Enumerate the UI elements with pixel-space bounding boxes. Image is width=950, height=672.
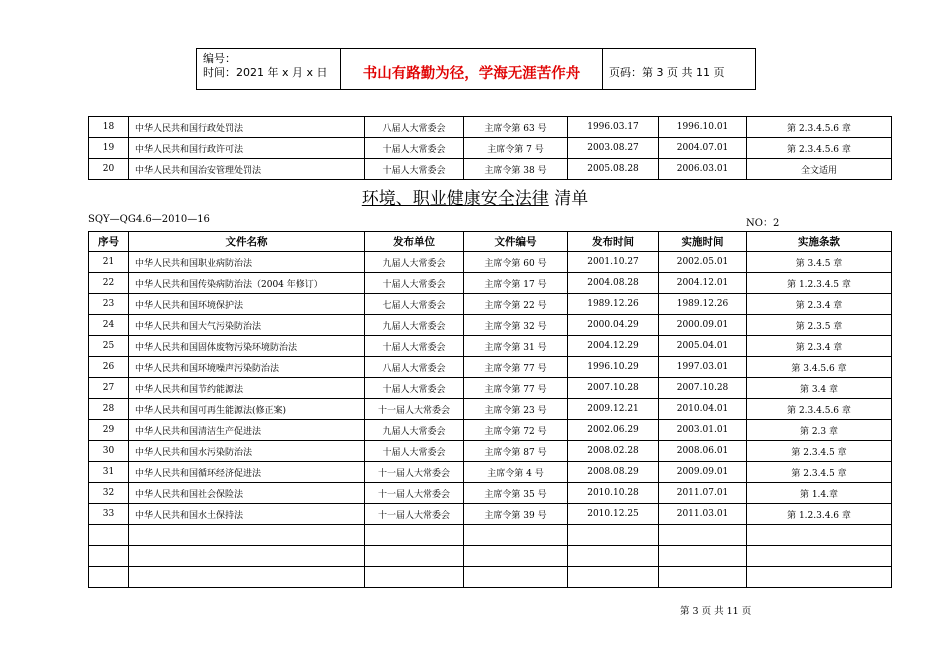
cell-issue-date: 2007.10.28 xyxy=(568,378,659,399)
cell-name: 中华人民共和国环境噪声污染防治法 xyxy=(129,357,365,378)
empty-cell xyxy=(464,525,568,546)
table-row xyxy=(89,441,892,462)
cell-issue-date: 2010.10.28 xyxy=(568,483,659,504)
cell-issuer: 十一届人大常委会 xyxy=(365,462,464,483)
cell-index: 30 xyxy=(89,441,129,462)
cell-effective-date: 2008.06.01 xyxy=(659,441,747,462)
cell-index: 24 xyxy=(89,315,129,336)
cell-effective-date: 1996.10.01 xyxy=(659,117,747,138)
empty-cell xyxy=(464,546,568,567)
cell-clauses: 第 3.4.5 章 xyxy=(747,252,892,273)
cell-effective-date: 1989.12.26 xyxy=(659,294,747,315)
cell-name: 中华人民共和国行政处罚法 xyxy=(129,117,365,138)
cell-effective-date: 2011.07.01 xyxy=(659,483,747,504)
cell-clauses: 第 2.3.4.5.6 章 xyxy=(747,117,892,138)
cell-clauses: 第 1.2.3.4.6 章 xyxy=(747,504,892,525)
cell-name: 中华人民共和国行政许可法 xyxy=(129,138,365,159)
column-header: 实施时间 xyxy=(659,232,747,252)
cell-clauses: 第 2.3.4.5.6 章 xyxy=(747,138,892,159)
empty-cell xyxy=(129,546,365,567)
empty-cell xyxy=(89,567,129,588)
column-header: 发布时间 xyxy=(568,232,659,252)
cell-doc-number: 主席令第 4 号 xyxy=(464,462,568,483)
empty-cell xyxy=(659,546,747,567)
cell-doc-number: 主席令第 87 号 xyxy=(464,441,568,462)
cell-index: 29 xyxy=(89,420,129,441)
empty-cell xyxy=(659,567,747,588)
cell-clauses: 第 3.4 章 xyxy=(747,378,892,399)
cell-effective-date: 2011.03.01 xyxy=(659,504,747,525)
cell-name: 中华人民共和国循环经济促进法 xyxy=(129,462,365,483)
table-row xyxy=(89,273,892,294)
cell-name: 中华人民共和国水土保持法 xyxy=(129,504,365,525)
cell-issue-date: 2010.12.25 xyxy=(568,504,659,525)
page-indicator: 页码：第 3 页 共 11 页 xyxy=(609,66,725,79)
cell-index: 26 xyxy=(89,357,129,378)
cell-doc-number: 主席令第 60 号 xyxy=(464,252,568,273)
table-row xyxy=(89,357,892,378)
cell-issuer: 十届人大常委会 xyxy=(365,378,464,399)
cell-clauses: 第 2.3.4.5 章 xyxy=(747,441,892,462)
cell-effective-date: 2005.04.01 xyxy=(659,336,747,357)
cell-issuer: 八届人大常委会 xyxy=(365,357,464,378)
document-number: NO：2 xyxy=(746,218,780,229)
cell-index: 25 xyxy=(89,336,129,357)
cell-issue-date: 1996.03.17 xyxy=(568,117,659,138)
cell-issuer: 十一届人大常委会 xyxy=(365,483,464,504)
column-header: 文件编号 xyxy=(464,232,568,252)
empty-cell xyxy=(365,525,464,546)
cell-index: 22 xyxy=(89,273,129,294)
document-code: SQY—QG4.6—2010—16 xyxy=(88,214,210,225)
cell-clauses: 第 1.4.章 xyxy=(747,483,892,504)
cell-clauses: 第 2.3.5 章 xyxy=(747,315,892,336)
cell-doc-number: 主席令第 63 号 xyxy=(464,117,568,138)
empty-cell xyxy=(129,525,365,546)
cell-issuer: 八届人大常委会 xyxy=(365,117,464,138)
empty-cell xyxy=(747,546,892,567)
cell-name: 中华人民共和国节约能源法 xyxy=(129,378,365,399)
cell-issuer: 十一届人大常委会 xyxy=(365,504,464,525)
empty-row xyxy=(89,567,892,588)
cell-issue-date: 2004.08.28 xyxy=(568,273,659,294)
cell-index: 31 xyxy=(89,462,129,483)
cell-issue-date: 2002.06.29 xyxy=(568,420,659,441)
table-row xyxy=(89,399,892,420)
number-label: 编号： xyxy=(203,52,236,65)
cell-doc-number: 主席令第 23 号 xyxy=(464,399,568,420)
column-header: 文件名称 xyxy=(129,232,365,252)
empty-cell xyxy=(568,525,659,546)
cell-name: 中华人民共和国环境保护法 xyxy=(129,294,365,315)
cell-issue-date: 2008.08.29 xyxy=(568,462,659,483)
cell-issue-date: 2004.12.29 xyxy=(568,336,659,357)
cell-effective-date: 2000.09.01 xyxy=(659,315,747,336)
cell-name: 中华人民共和国清洁生产促进法 xyxy=(129,420,365,441)
cell-index: 28 xyxy=(89,399,129,420)
cell-clauses: 第 2.3.4.5 章 xyxy=(747,462,892,483)
cell-clauses: 第 2.3.4 章 xyxy=(747,294,892,315)
table-row xyxy=(89,117,892,138)
cell-issuer: 十届人大常委会 xyxy=(365,336,464,357)
previous-table xyxy=(88,116,892,180)
empty-cell xyxy=(365,567,464,588)
table-row xyxy=(89,336,892,357)
cell-doc-number: 主席令第 7 号 xyxy=(464,138,568,159)
cell-name: 中华人民共和国可再生能源法(修正案) xyxy=(129,399,365,420)
empty-row xyxy=(89,525,892,546)
cell-doc-number: 主席令第 38 号 xyxy=(464,159,568,180)
cell-name: 中华人民共和国传染病防治法（2004 年修订） xyxy=(129,273,365,294)
cell-clauses: 全文适用 xyxy=(747,159,892,180)
cell-issue-date: 1989.12.26 xyxy=(568,294,659,315)
cell-issuer: 九届人大常委会 xyxy=(365,315,464,336)
cell-clauses: 第 3.4.5.6 章 xyxy=(747,357,892,378)
cell-issue-date: 2003.08.27 xyxy=(568,138,659,159)
cell-clauses: 第 1.2.3.4.5 章 xyxy=(747,273,892,294)
table-row xyxy=(89,294,892,315)
table-row xyxy=(89,462,892,483)
cell-doc-number: 主席令第 77 号 xyxy=(464,357,568,378)
cell-index: 19 xyxy=(89,138,129,159)
cell-doc-number: 主席令第 72 号 xyxy=(464,420,568,441)
cell-effective-date: 2003.01.01 xyxy=(659,420,747,441)
empty-cell xyxy=(747,525,892,546)
table-row xyxy=(89,420,892,441)
cell-issuer: 九届人大常委会 xyxy=(365,420,464,441)
cell-index: 27 xyxy=(89,378,129,399)
empty-cell xyxy=(89,546,129,567)
document-title-main: 环境、职业健康安全法律 xyxy=(361,189,549,209)
empty-cell xyxy=(365,546,464,567)
cell-name: 中华人民共和国治安管理处罚法 xyxy=(129,159,365,180)
empty-row xyxy=(89,546,892,567)
empty-cell xyxy=(659,525,747,546)
cell-effective-date: 2009.09.01 xyxy=(659,462,747,483)
cell-name: 中华人民共和国水污染防治法 xyxy=(129,441,365,462)
empty-cell xyxy=(89,525,129,546)
cell-issue-date: 1996.10.29 xyxy=(568,357,659,378)
table-row xyxy=(89,504,892,525)
cell-doc-number: 主席令第 22 号 xyxy=(464,294,568,315)
table-row xyxy=(89,315,892,336)
table-row xyxy=(89,378,892,399)
cell-index: 32 xyxy=(89,483,129,504)
cell-issuer: 十届人大常委会 xyxy=(365,441,464,462)
cell-issuer: 十一届人大常委会 xyxy=(365,399,464,420)
cell-issuer: 十届人大常委会 xyxy=(365,273,464,294)
cell-issuer: 九届人大常委会 xyxy=(365,252,464,273)
cell-effective-date: 2007.10.28 xyxy=(659,378,747,399)
cell-effective-date: 2006.03.01 xyxy=(659,159,747,180)
cell-index: 18 xyxy=(89,117,129,138)
cell-effective-date: 2002.05.01 xyxy=(659,252,747,273)
table-row xyxy=(89,159,892,180)
cell-issue-date: 2009.12.21 xyxy=(568,399,659,420)
cell-effective-date: 2004.07.01 xyxy=(659,138,747,159)
cell-index: 33 xyxy=(89,504,129,525)
empty-cell xyxy=(129,567,365,588)
table-row xyxy=(89,138,892,159)
cell-issuer: 十届人大常委会 xyxy=(365,159,464,180)
empty-cell xyxy=(568,567,659,588)
column-header: 发布单位 xyxy=(365,232,464,252)
cell-effective-date: 2010.04.01 xyxy=(659,399,747,420)
cell-doc-number: 主席令第 77 号 xyxy=(464,378,568,399)
cell-doc-number: 主席令第 17 号 xyxy=(464,273,568,294)
law-table xyxy=(88,231,892,588)
cell-issue-date: 2000.04.29 xyxy=(568,315,659,336)
cell-clauses: 第 2.3.4.5.6 章 xyxy=(747,399,892,420)
cell-clauses: 第 2.3.4 章 xyxy=(747,336,892,357)
cell-doc-number: 主席令第 32 号 xyxy=(464,315,568,336)
column-header: 序号 xyxy=(89,232,129,252)
cell-issuer: 十届人大常委会 xyxy=(365,138,464,159)
document-title xyxy=(0,184,950,209)
cell-doc-number: 主席令第 31 号 xyxy=(464,336,568,357)
document-title-suffix: 清单 xyxy=(548,189,589,209)
cell-name: 中华人民共和国大气污染防治法 xyxy=(129,315,365,336)
cell-index: 21 xyxy=(89,252,129,273)
table-header-row xyxy=(89,232,892,252)
cell-issue-date: 2001.10.27 xyxy=(568,252,659,273)
empty-cell xyxy=(464,567,568,588)
cell-doc-number: 主席令第 39 号 xyxy=(464,504,568,525)
motto: 书山有路勤为径，学海无涯苦作舟 xyxy=(341,49,603,89)
cell-effective-date: 1997.03.01 xyxy=(659,357,747,378)
time-label: 时间：2021 年 x 月 x 日 xyxy=(203,66,328,79)
table-row xyxy=(89,252,892,273)
cell-index: 20 xyxy=(89,159,129,180)
cell-issue-date: 2005.08.28 xyxy=(568,159,659,180)
empty-cell xyxy=(568,546,659,567)
cell-issuer: 七届人大常委会 xyxy=(365,294,464,315)
cell-doc-number: 主席令第 35 号 xyxy=(464,483,568,504)
cell-issue-date: 2008.02.28 xyxy=(568,441,659,462)
header-meta xyxy=(197,49,341,89)
cell-name: 中华人民共和国职业病防治法 xyxy=(129,252,365,273)
cell-effective-date: 2004.12.01 xyxy=(659,273,747,294)
cell-name: 中华人民共和国社会保险法 xyxy=(129,483,365,504)
table-row xyxy=(89,483,892,504)
empty-cell xyxy=(747,567,892,588)
page-footer: 第 3 页 共 11 页 xyxy=(680,606,752,617)
header-box xyxy=(196,48,756,90)
cell-clauses: 第 2.3 章 xyxy=(747,420,892,441)
cell-name: 中华人民共和国固体废物污染环境防治法 xyxy=(129,336,365,357)
column-header: 实施条款 xyxy=(747,232,892,252)
cell-index: 23 xyxy=(89,294,129,315)
